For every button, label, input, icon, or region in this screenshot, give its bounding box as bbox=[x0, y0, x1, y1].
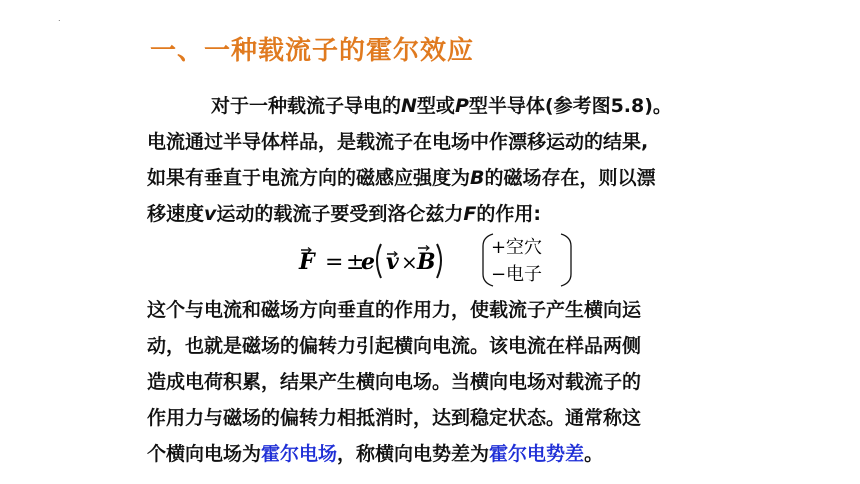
case-right-bracket bbox=[561, 234, 571, 286]
explanation-line-1: 这个与电流和磁场方向垂直的作用力，使载流子产生横向运 bbox=[147, 299, 642, 321]
n-type-symbol: N bbox=[401, 95, 417, 117]
intro-line-2: 电流通过半导体样品，是载流子在电场中作漂移运动的结果, bbox=[147, 131, 649, 153]
explanation-line-5 bbox=[147, 436, 641, 472]
formula-svg bbox=[297, 232, 597, 292]
lorentz-force-formula bbox=[297, 232, 597, 292]
formula-f: F bbox=[299, 249, 315, 275]
slide-title: 一、一种载流子的霍尔效应 bbox=[150, 36, 475, 66]
explanation-line-3: 造成电荷积累，结果产生横向电场。当横向电场对载流子的 bbox=[147, 371, 642, 393]
formula-plus-minus: ± bbox=[346, 250, 365, 275]
text-span: 。 bbox=[584, 443, 604, 465]
case-plus: + bbox=[491, 237, 507, 258]
hall-field-term: 霍尔电场 bbox=[261, 443, 338, 465]
formula-times: × bbox=[401, 250, 418, 274]
explanation-paragraph bbox=[147, 292, 641, 472]
case-minus: − bbox=[491, 264, 507, 285]
explanation-line-2: 动，也就是磁场的偏转力引起横向电流。该电流在样品两侧 bbox=[147, 335, 642, 357]
explanation-line-4: 作用力与磁场的偏转力相抵消时，达到稳定状态。通常称这 bbox=[147, 407, 642, 429]
text-span: 型半导体 bbox=[468, 95, 545, 117]
figure-reference: (参考图5.8)。 bbox=[544, 95, 672, 117]
formula-left-paren bbox=[377, 244, 381, 278]
formula-v: v bbox=[386, 249, 399, 275]
v-symbol: v bbox=[204, 203, 217, 225]
f-symbol: F bbox=[463, 203, 477, 225]
intro-paragraph bbox=[147, 88, 672, 232]
intro-line-3 bbox=[147, 160, 672, 196]
formula-right-paren bbox=[437, 244, 441, 278]
text-span: 的作用: bbox=[476, 203, 542, 225]
corner-mark: . bbox=[58, 14, 61, 23]
formula-equals: = bbox=[325, 250, 344, 275]
text-span: 型或 bbox=[416, 95, 455, 117]
text-span: 如果有垂直于电流方向的磁感应强度为 bbox=[147, 167, 471, 189]
p-type-symbol: P bbox=[454, 95, 469, 117]
text-span: 移速度 bbox=[147, 203, 205, 225]
b-symbol: B bbox=[470, 167, 485, 189]
text-span: ，称横向电势差为 bbox=[337, 443, 490, 465]
text-span: 个横向电场为 bbox=[147, 443, 262, 465]
case-hole: 空穴 bbox=[506, 237, 542, 258]
intro-line-1 bbox=[147, 88, 672, 124]
formula-b: B bbox=[417, 249, 436, 275]
hall-voltage-term: 霍尔电势差 bbox=[489, 443, 585, 465]
case-electron: 电子 bbox=[506, 264, 542, 285]
formula-e: e bbox=[361, 249, 375, 275]
text-span: 对于一种载流子导电的 bbox=[211, 95, 402, 117]
text-span: 的磁场存在，则以漂 bbox=[484, 167, 656, 189]
text-span: 运动的载流子要受到洛仑兹力 bbox=[216, 203, 464, 225]
intro-line-4 bbox=[147, 196, 672, 232]
